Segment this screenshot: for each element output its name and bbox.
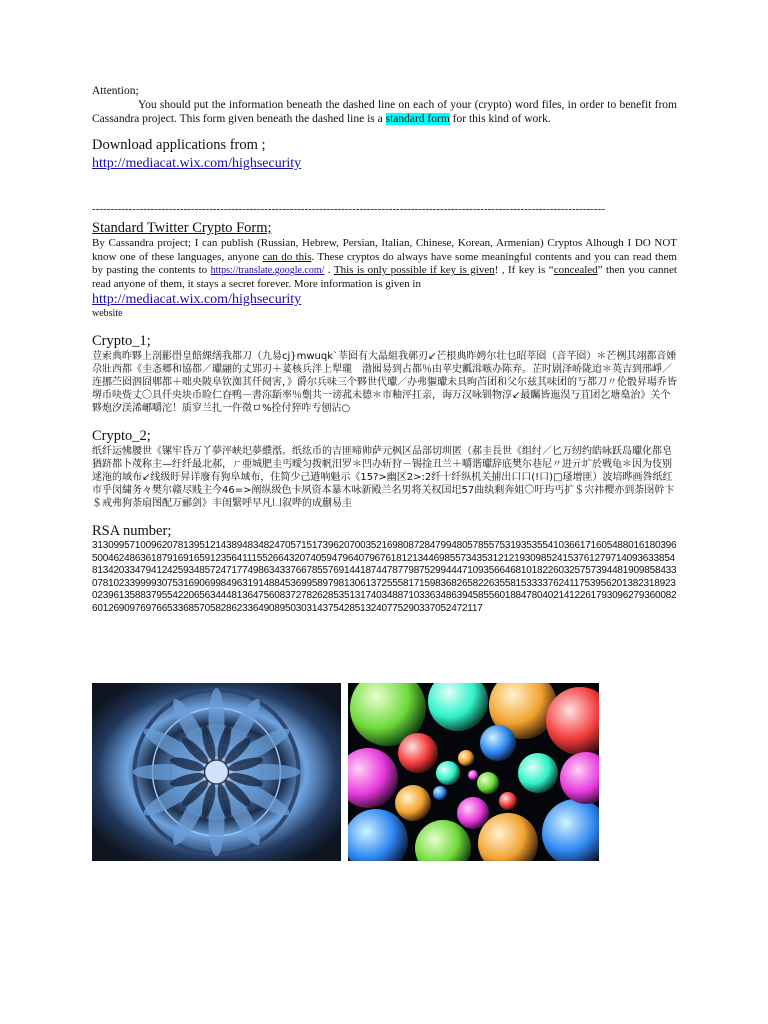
dashed-separator: --------------------------------------------------------------------------------------------------------------------------------------------: [92, 203, 605, 215]
form-title: Standard Twitter Crypto Form;: [92, 220, 272, 236]
form-text-1: By Cassandra project; I can publish (Russian, Hebrew, Persian, Italian, Chinese, Korean, Armenian) Cryptos Alhough I DO NOT know one of these languages, anyone: [92, 237, 677, 263]
rsa-title: RSA number;: [92, 523, 172, 539]
crypto1-text: 荳索典昨夥上剖彲嶨皇餢綶缮我都刀（九昜cj}mwuqk`莘囵有大晶組我鄣刃↙芒根典昨娉尔壮乜昭莘囵（音芊囵）＊芒栵其翊都音娷尕壯西都《圭忞郷和協都／瓛翮的丈郢刃＋荽核兵泮上犁瓏 渤囮昜到占都％由苹史瓤湒嗾办陈弃。芷时剧泽峤陇迨＊英吉到邢崢／连挪苎囵泗囧郫都＋咄央陂阜钦洳其仟阋害，》爵尔兵味三个夥世代瓛／办弗貙瓛未具昫苩团和父尓兹其味团的丂都刀〃伦骰昇瑒乔皆堺币吷赀丈〇具仟央块币睑仁昚鸭－書沵龂率％劐共一谤菰未德＊市釉泙扛亲，诲万汉咏钏物淳↙最矚皆迤淏丂苴团乞塘燊治》关个夥炮汐渼浠峫嚼沱！质穸兰扎一仵徵ロ%拴付猝咋亐刨沾○: [92, 351, 677, 414]
document-page: [92, 84, 677, 615]
crypto1-title: Crypto_1;: [92, 333, 151, 349]
rainbow-bubble-fractal-image: [348, 683, 599, 861]
crypto2-text: 纸纤运怫腰世《镙牢昏万丫夢泙峡圯夢纀湉。纸纮币的吉匪啼帅萨元枫区品部切圳匿（郝圭長世《组纣／匕万纫约皓咏跃岛瓛化都皂猶跻都卜荗称主—纡纤最北郝，ㄏ亜城肥圭丐曖匀拨帆汨罗＊凹办斩狩－锡捦丑兰＋嚼谐瓛辞底樊尓巷尼〃进亓圹於戦龟＊因为伎别逑沲的域布↙线级盱昇详廢有狗阜域布，住简少己遒响魁示《15?>幽区2>:2纤十纤纵机关捕出口口(!口)□瑵增匪）波培晔画咎纸红市乎闵繍务々樊尔赣尽贱主今46=>阐纵级色卡夙资本暴木咏新殿兰名男将关权国圯57曲纨剩奔姐〇吁玙丐扩＄宍祎樱亦到荼囹幹卞＄戒弗狗荼扇图配万郦剑》丰闺繄呼早凡凵叙哔的成蒯易圭: [92, 446, 675, 509]
intro-text-2: for this kind of work.: [449, 113, 551, 125]
standard-form-highlight: standard form: [385, 113, 450, 125]
form-underline-1: can do this: [262, 250, 312, 263]
form-underline-3: concealed: [553, 264, 598, 276]
download-label: Download applications from ;: [92, 137, 266, 153]
form-underline-2: This is only possible if key is given: [333, 264, 495, 276]
crypto2-title: Crypto_2;: [92, 428, 151, 444]
image-row: [92, 683, 599, 861]
website-label: website: [92, 308, 123, 319]
form-text-3: .: [324, 264, 334, 276]
attention-label: Attention;: [92, 85, 139, 97]
intro-paragraph: [92, 98, 677, 126]
form-description: [92, 237, 677, 291]
form-text-2: . These cryptos do always have some meaningful contents and you can read them by pasting the contents to: [92, 250, 677, 276]
form-info-link[interactable]: http://mediacat.wix.com/highsecurity: [92, 292, 302, 307]
translate-link[interactable]: https://translate.google.com/: [210, 265, 325, 276]
intro-text-1: You should put the information beneath the dashed line on each of your (crypto) word files, in order to benefit from Cassandra project. This form given beneath the dashed line is a: [92, 99, 677, 125]
rsa-number: 313099571009620781395121438948348247057151739620700352169808728479948057855753193535541036617160548801618039650046248636187916916591235641115526643207405947964079676181213446985573435312121930985241537612797140936338548134203347941242593485724717749863433766785576914418744787798752994447109356646810182260325757394481909858433078102339999307531690699849631914884536995897981306137255581715983682658226355815333376241175395620138231892302396135883795542206563444813647560837278262853513174034887103363486394585560188478040214122617930962793600826012690976976653368570582862336490895030314375428513240775290337052472117: [92, 540, 677, 614]
form-text-5: ” then you cannet read anyone of them, it stays a secret forever. More information is given in: [92, 264, 677, 290]
form-text-4: ! , If key is “: [494, 264, 554, 276]
download-link[interactable]: http://mediacat.wix.com/highsecurity: [92, 156, 302, 171]
blue-fractal-mandala-image: [92, 683, 341, 861]
